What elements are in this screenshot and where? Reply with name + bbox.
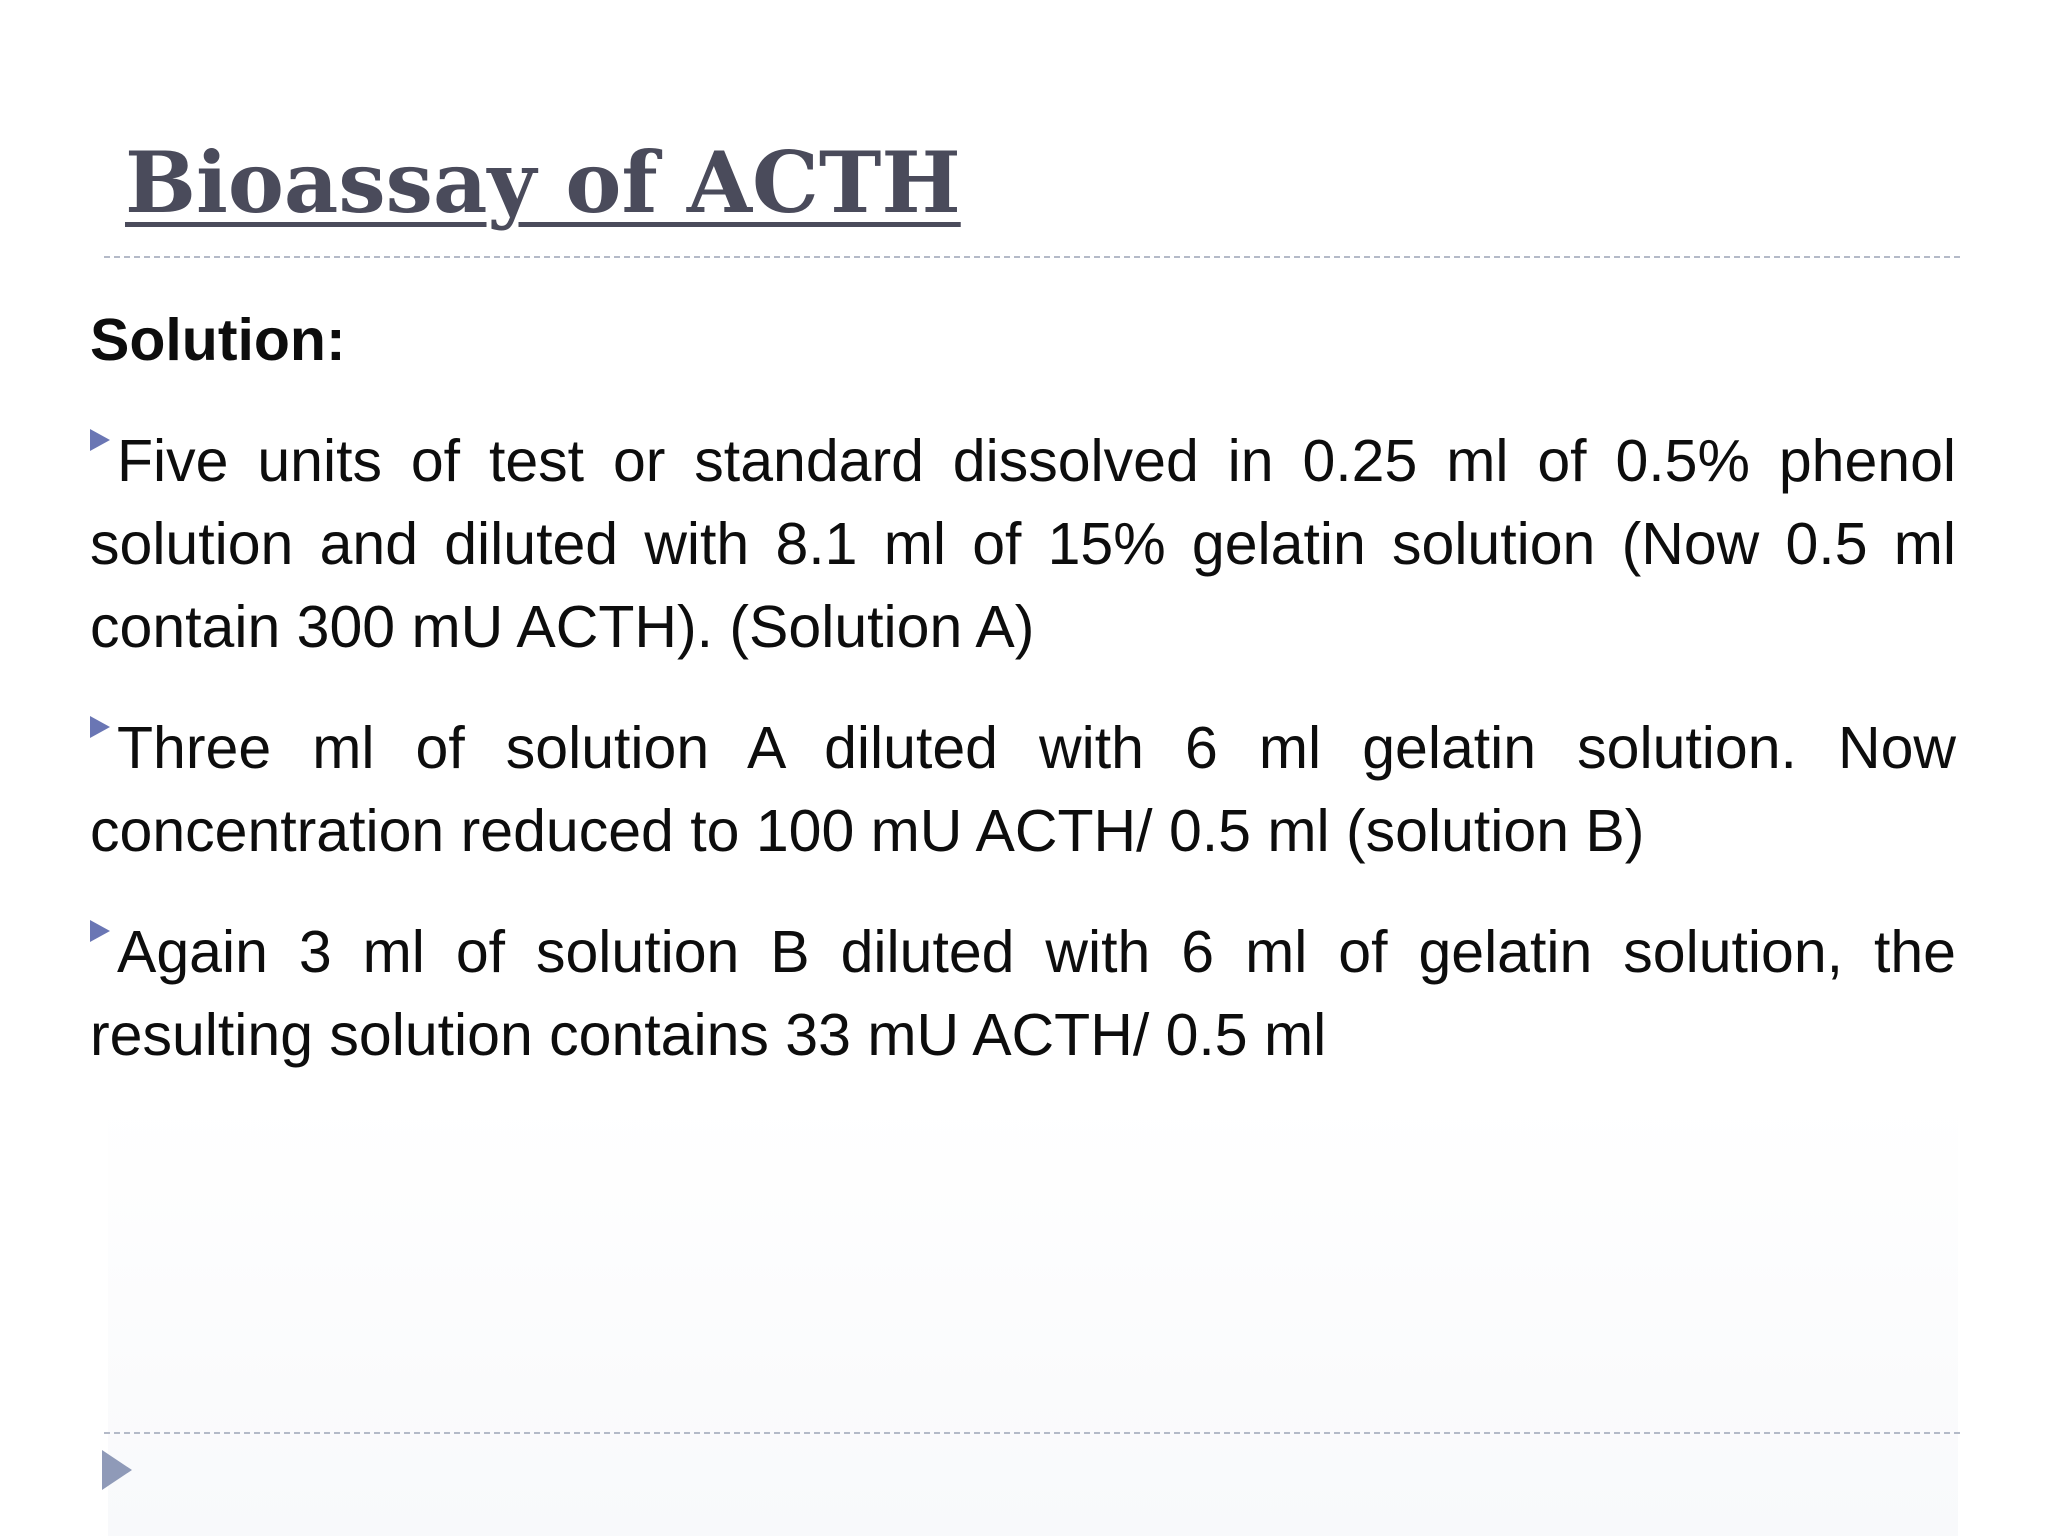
slide-title: Bioassay of ACTH bbox=[125, 133, 961, 232]
bullet-text: Three ml of solution A diluted with 6 ml gelatin solution. Now concentration reduced to 100 mU ACTH/ 0.5 ml (solution B) bbox=[90, 715, 1956, 864]
triangle-bullet-icon bbox=[90, 429, 110, 451]
content-background-shade bbox=[108, 1100, 1958, 1536]
triangle-bullet-icon bbox=[90, 716, 110, 738]
slide-body bbox=[90, 300, 1956, 1115]
bullet-text: Five units of test or standard dissolved in 0.25 ml of 0.5% phenol solution and diluted with 8.1 ml of 15% gelatin solution (Now 0.5 ml contain 300 mU ACTH). (Solution A) bbox=[90, 428, 1956, 660]
triangle-bullet-icon bbox=[90, 920, 110, 942]
bullet-item bbox=[90, 707, 1956, 873]
footer-divider bbox=[104, 1432, 1960, 1434]
bullet-text: Again 3 ml of solution B diluted with 6 ml of gelatin solution, the resulting solution contains 33 mU ACTH/ 0.5 ml bbox=[90, 919, 1956, 1068]
next-slide-arrow-icon[interactable] bbox=[102, 1450, 132, 1490]
bullet-item bbox=[90, 420, 1956, 669]
bullet-item bbox=[90, 911, 1956, 1077]
solution-heading: Solution: bbox=[90, 307, 346, 373]
title-divider bbox=[104, 256, 1960, 258]
